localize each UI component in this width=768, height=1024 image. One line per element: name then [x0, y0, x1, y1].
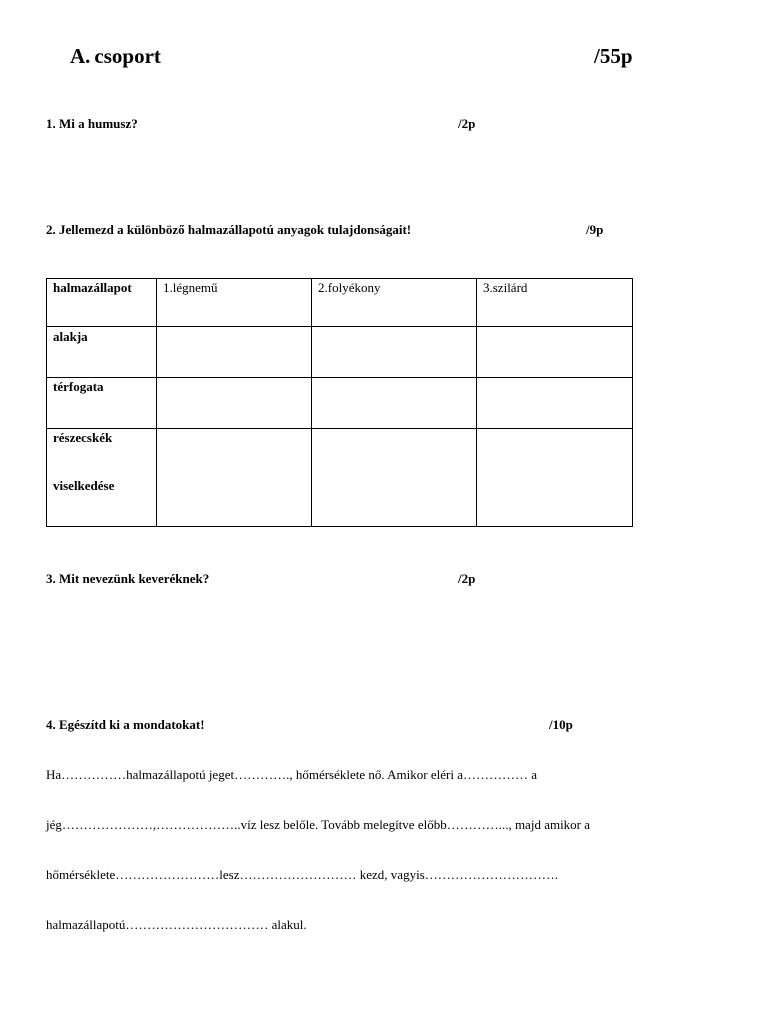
- states-of-matter-table: [46, 278, 633, 527]
- question-1: 1. Mi a humusz?: [46, 116, 138, 131]
- table-header-cell: 2.folyékony: [312, 279, 477, 327]
- question-3-points: /2p: [458, 571, 476, 586]
- row-label: térfogata: [47, 378, 157, 429]
- table-header-cell: 1.légnemű: [157, 279, 312, 327]
- question-1-points: /2p: [458, 116, 476, 131]
- answer-cell: [477, 327, 633, 378]
- group-word: csoport: [94, 44, 161, 68]
- answer-cell: [312, 327, 477, 378]
- answer-cell: [157, 378, 312, 429]
- answer-cell: [157, 429, 312, 527]
- fill-in-line-3: hőmérséklete……………………lesz……………………… kezd, vagyis………………………….: [46, 867, 558, 882]
- table-header-cell: 3.szilárd: [477, 279, 633, 327]
- question-4: 4. Egészítd ki a mondatokat!: [46, 717, 205, 732]
- question-4-points: /10p: [549, 717, 573, 732]
- answer-cell: [477, 429, 633, 527]
- answer-cell: [312, 378, 477, 429]
- fill-in-line-4: halmazállapotú…………………………… alakul.: [46, 917, 307, 932]
- question-2-points: /9p: [586, 222, 604, 237]
- row-label-line: részecskék: [53, 430, 113, 445]
- fill-in-line-1: Ha……………halmazállapotú jeget…………., hőmérséklete nő. Amikor eléri a…………… a: [46, 767, 537, 782]
- table-header-row: [47, 279, 633, 327]
- table-header-cell: halmazállapot: [47, 279, 157, 327]
- fill-in-line-2: jég…………………,………………..víz lesz belőle. Tovább melegítve előbb…………..., majd amikor a: [46, 817, 591, 832]
- row-label: alakja: [47, 327, 157, 378]
- total-points: /55p: [594, 44, 633, 68]
- answer-cell: [477, 378, 633, 429]
- row-label: [47, 429, 157, 527]
- answer-cell: [157, 327, 312, 378]
- row-label-line: viselkedése: [53, 478, 115, 493]
- group-letter: A.: [70, 44, 91, 68]
- table-row: [47, 378, 633, 429]
- question-3: 3. Mit nevezünk keveréknek?: [46, 571, 210, 586]
- group-label: [70, 44, 161, 69]
- question-2: 2. Jellemezd a különböző halmazállapotú anyagok tulajdonságait!: [46, 222, 412, 237]
- table-row: [47, 429, 633, 527]
- table-row: [47, 327, 633, 378]
- answer-cell: [312, 429, 477, 527]
